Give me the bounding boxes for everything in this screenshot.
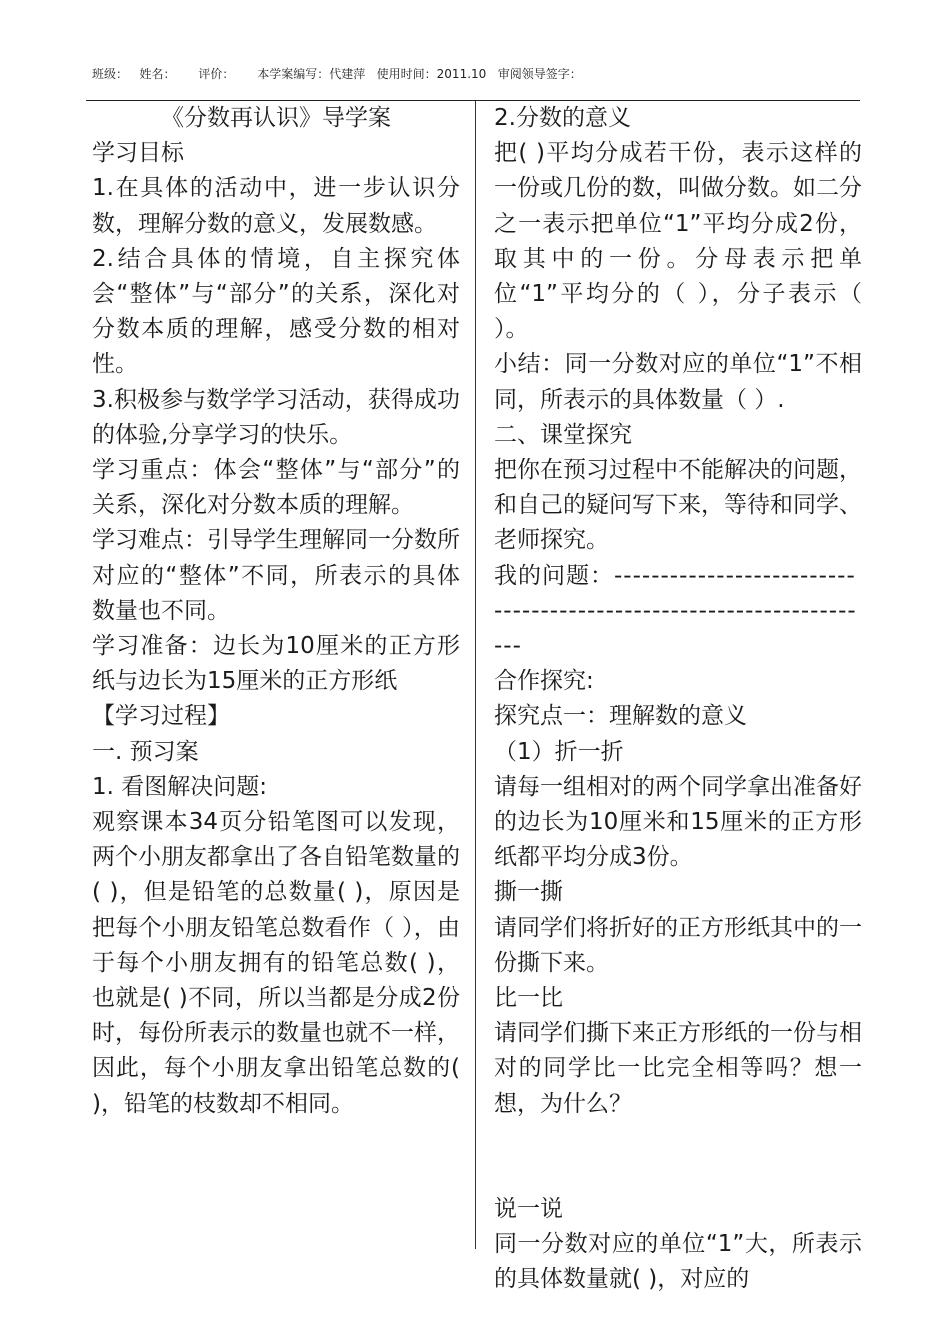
- learning-goals-heading: 学习目标: [92, 140, 184, 167]
- worksheet-header: 班级： 姓名： 评价： 本学案编写：代建萍 使用时间：2011.10 审阅领导签字：: [92, 67, 582, 81]
- compare-step: 比一比: [494, 985, 563, 1012]
- answer-dash-line: --------------------------: [614, 562, 856, 589]
- tear-step: 撕一撕: [494, 879, 563, 906]
- right-column: [494, 101, 862, 1298]
- goal-1: 1.在具体的活动中，进一步认识分数，理解分数的意义，发展数感。: [92, 175, 460, 237]
- cooperative-explore-heading: 合作探究:: [494, 668, 594, 695]
- column-divider: [475, 101, 476, 1249]
- key-point: 学习重点：体会“整体”与“部分”的关系，深化对分数本质的理解。: [92, 457, 460, 519]
- worksheet-title: 《分数再认识》导学案: [161, 105, 391, 131]
- say-text: 同一分数对应的单位“1”大，所表示的具体数量就( )，对应的: [494, 1231, 862, 1293]
- fold-step: （1）折一折: [494, 738, 624, 765]
- preparation: 学习准备：边长为10厘米的正方形纸与边长为15厘米的正方形纸: [92, 633, 460, 695]
- my-question-label: 我的问题：: [494, 562, 614, 589]
- my-question-line: [494, 559, 862, 594]
- fraction-meaning-heading: 2.分数的意义: [494, 105, 631, 131]
- classroom-explore-heading: 二、课堂探究: [494, 421, 632, 448]
- answer-dash-line-2: ---------------------------------------: [494, 597, 857, 624]
- left-column: [92, 101, 460, 1122]
- explore-instructions: 把你在预习过程中不能解决的问题，和自己的疑问写下来，等待和同学、老师探究。: [494, 457, 862, 554]
- tear-text: 请同学们将折好的正方形纸其中的一份撕下来。: [494, 914, 862, 976]
- fraction-meaning-text: 把( )平均分成若干份，表示这样的一份或几份的数，叫做分数。如二分之一表示把单位“1”平均分成2份，取其中的一份。分母表示把单位“1”平均分的（ ），分子表示（ ）。: [494, 140, 862, 343]
- compare-text: 请同学们撕下来正方形纸的一份与相对的同学比一比完全相等吗？想一想，为什么？: [494, 1020, 862, 1117]
- difficulty: 学习难点：引导学生理解同一分数所对应的“整体”不同，所表示的具体数量也不同。: [92, 527, 460, 624]
- question-1-text: 观察课本34页分铅笔图可以发现，两个小朋友都拿出了各自铅笔数量的( )，但是铅笔的总数量( )，原因是把每个小朋友铅笔总数看作（ ），由于每个小朋友拥有的铅笔总数( )，也就是( )不同，所以当都是分成2份时，每份所表示的数量也就不一样，因此，每个小朋友拿出铅笔总数的( )，铅笔的枝数却不相同。: [92, 809, 460, 1117]
- explore-point-1: 探究点一：理解数的意义: [494, 703, 747, 730]
- say-step: 说一说: [494, 1195, 563, 1222]
- summary: 小结：同一分数对应的单位“1”不相同，所表示的具体数量（ ）.: [494, 351, 862, 413]
- process-heading: 【学习过程】: [92, 703, 230, 730]
- goal-3: 3.积极参与数学学习活动，获得成功的体验,分享学习的快乐。: [92, 386, 460, 448]
- preview-heading: 一. 预习案: [92, 738, 199, 765]
- fold-text: 请每一组相对的两个同学拿出准备好的边长为10厘米和15厘米的正方形纸都平均分成3份。: [494, 773, 862, 871]
- question-1-heading: 1. 看图解决问题:: [92, 773, 268, 800]
- blank-space: [494, 1122, 862, 1192]
- answer-dash-line-3: ---: [494, 633, 522, 660]
- goal-2: 2.结合具体的情境，自主探究体会“整体”与“部分”的关系，深化对分数本质的理解，感受分数的相对性。: [92, 245, 460, 378]
